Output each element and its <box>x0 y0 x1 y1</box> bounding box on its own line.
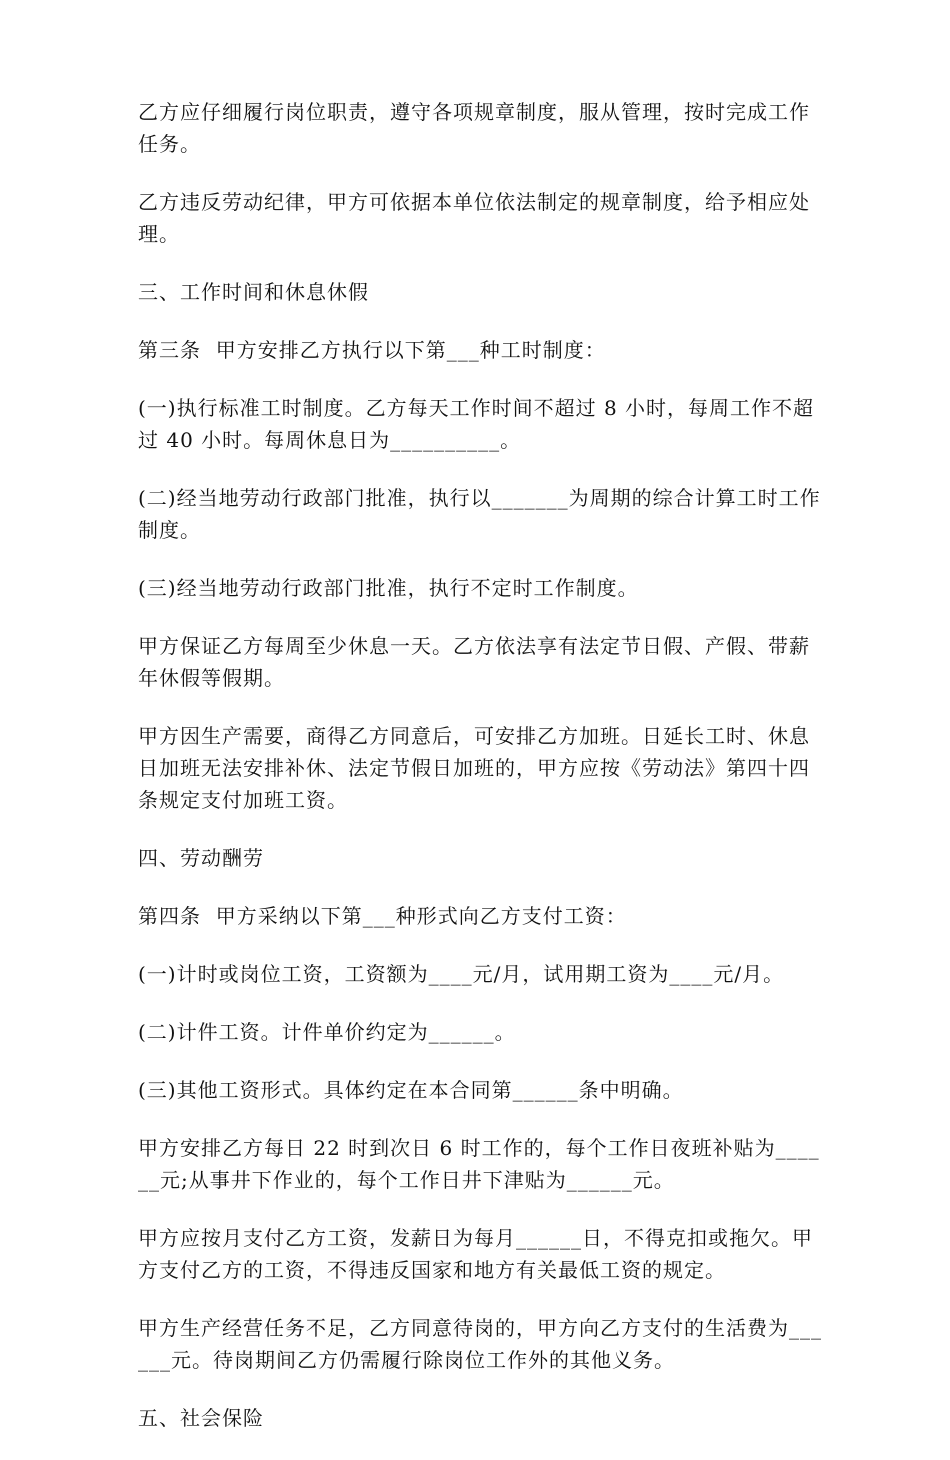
paragraph-night-shift: 甲方安排乙方每日 22 时到次日 6 时工作的，每个工作日夜班补贴为______元;从事井下作业的，每个工作日井下津贴为______元。 <box>138 1136 820 1192</box>
document-body <box>138 96 828 1460</box>
paragraph-standby: 甲方生产经营任务不足，乙方同意待岗的，甲方向乙方支付的生活费为______元。待岗期间乙方仍需履行除岗位工作外的其他义务。 <box>138 1316 822 1372</box>
article-3-option-2: (二)经当地劳动行政部门批准，执行以_______为周期的综合计算工时工作制度。 <box>138 486 821 542</box>
article-3-option-3: (三)经当地劳动行政部门批准，执行不定时工作制度。 <box>138 576 639 600</box>
article-4-option-1: (一)计时或岗位工资，工资额为____元/月，试用期工资为____元/月。 <box>138 962 785 986</box>
article-3: 第三条 甲方安排乙方执行以下第___种工时制度： <box>138 338 606 362</box>
section-heading-social-insurance: 五、社会保险 <box>138 1406 264 1430</box>
article-4-option-2: (二)计件工资。计件单价约定为______。 <box>138 1020 516 1044</box>
article-3-option-1: (一)执行标准工时制度。乙方每天工作时间不超过 8 小时，每周工作不超过 40 小时。每周休息日为__________。 <box>138 396 815 452</box>
article-4: 第四条 甲方采纳以下第___种形式向乙方支付工资： <box>138 904 627 928</box>
article-4-option-3: (三)其他工资形式。具体约定在本合同第______条中明确。 <box>138 1078 684 1102</box>
paragraph-rest-days: 甲方保证乙方每周至少休息一天。乙方依法享有法定节日假、产假、带薪年休假等假期。 <box>138 634 810 690</box>
paragraph-duties: 乙方应仔细履行岗位职责，遵守各项规章制度，服从管理，按时完成工作任务。 <box>138 100 810 156</box>
paragraph-discipline: 乙方违反劳动纪律，甲方可依据本单位依法制定的规章制度，给予相应处理。 <box>138 190 810 246</box>
section-heading-work-time: 三、工作时间和休息休假 <box>138 280 369 304</box>
section-heading-remuneration: 四、劳动酬劳 <box>138 846 264 870</box>
paragraph-payday: 甲方应按月支付乙方工资，发薪日为每月______日，不得克扣或拖欠。甲方支付乙方的工资，不得违反国家和地方有关最低工资的规定。 <box>138 1226 813 1282</box>
paragraph-overtime: 甲方因生产需要，商得乙方同意后，可安排乙方加班。日延长工时、休息日加班无法安排补休、法定节假日加班的，甲方应按《劳动法》第四十四条规定支付加班工资。 <box>138 724 810 812</box>
